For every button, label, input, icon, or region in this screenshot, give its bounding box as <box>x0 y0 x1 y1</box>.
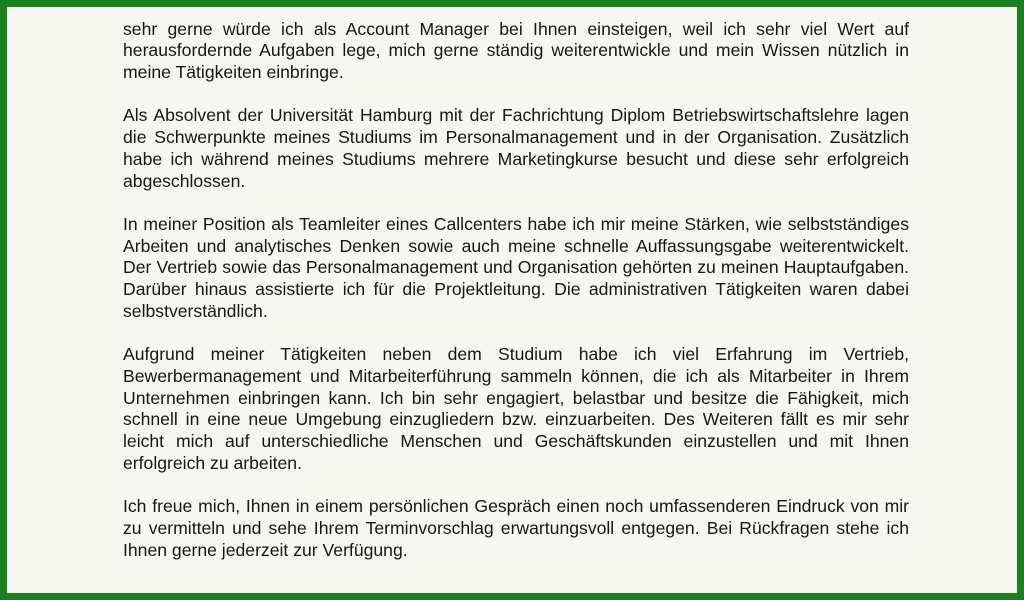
paragraph-skills: Aufgrund meiner Tätigkeiten neben dem Studium habe ich viel Erfahrung im Vertrieb, Bewerbermanagement und Mitarbeiterführung sammeln können, die ich als Mitarbeiter in Ihrem Unternehmen einbringen kann. Ich bin sehr engagiert, belastbar und besitze die Fähigkeit, mich schnell in eine neue Umgebung einzugliedern bzw. einzuarbeiten. Des Weiteren fällt es mir sehr leicht mich auf unterschiedliche Menschen und Geschäftskunden einzustellen und mit Ihnen erfolgreich zu arbeiten. <box>123 344 909 473</box>
paragraph-education: Als Absolvent der Universität Hamburg mit der Fachrichtung Diplom Betriebswirtschaftslehre lagen die Schwerpunkte meines Studiums im Personalmanagement und in der Organisation. Zusätzlich habe ich während meines Studiums mehrere Marketingkurse besucht und diese sehr erfolgreich abgeschlossen. <box>123 105 909 191</box>
cutoff-line <box>123 0 909 19</box>
paragraph-closing: Ich freue mich, Ihnen in einem persönlichen Gespräch einen noch umfassenderen Eindruck von mir zu vermitteln und sehe Ihrem Terminvorschlag erwartungsvoll entgegen. Bei Rückfragen stehe ich Ihnen gerne jederzeit zur Verfügung. <box>123 496 909 560</box>
paragraph-intro: sehr gerne würde ich als Account Manager bei Ihnen einsteigen, weil ich sehr viel Wert auf herausfordernde Aufgaben lege, mich gerne ständig weiterentwickle und mein Wissen nützlich in meine Tätigkeiten einbringe. <box>123 18 909 83</box>
paragraph-experience: In meiner Position als Teamleiter eines Callcenters habe ich mir meine Stärken, wie selbstständiges Arbeiten und analytisches Denken sowie auch meine schnelle Auffassungsgabe weiterentwickelt. Der Vertrieb sowie das Personalmanagement und Organisation gehörten zu meinen Hauptaufgaben. Darüber hinaus assistierte ich für die Projektleitung. Die administrativen Tätigkeiten waren dabei selbstverständlich. <box>123 213 909 321</box>
cover-letter <box>123 0 909 583</box>
faint-watermark <box>49 552 119 566</box>
